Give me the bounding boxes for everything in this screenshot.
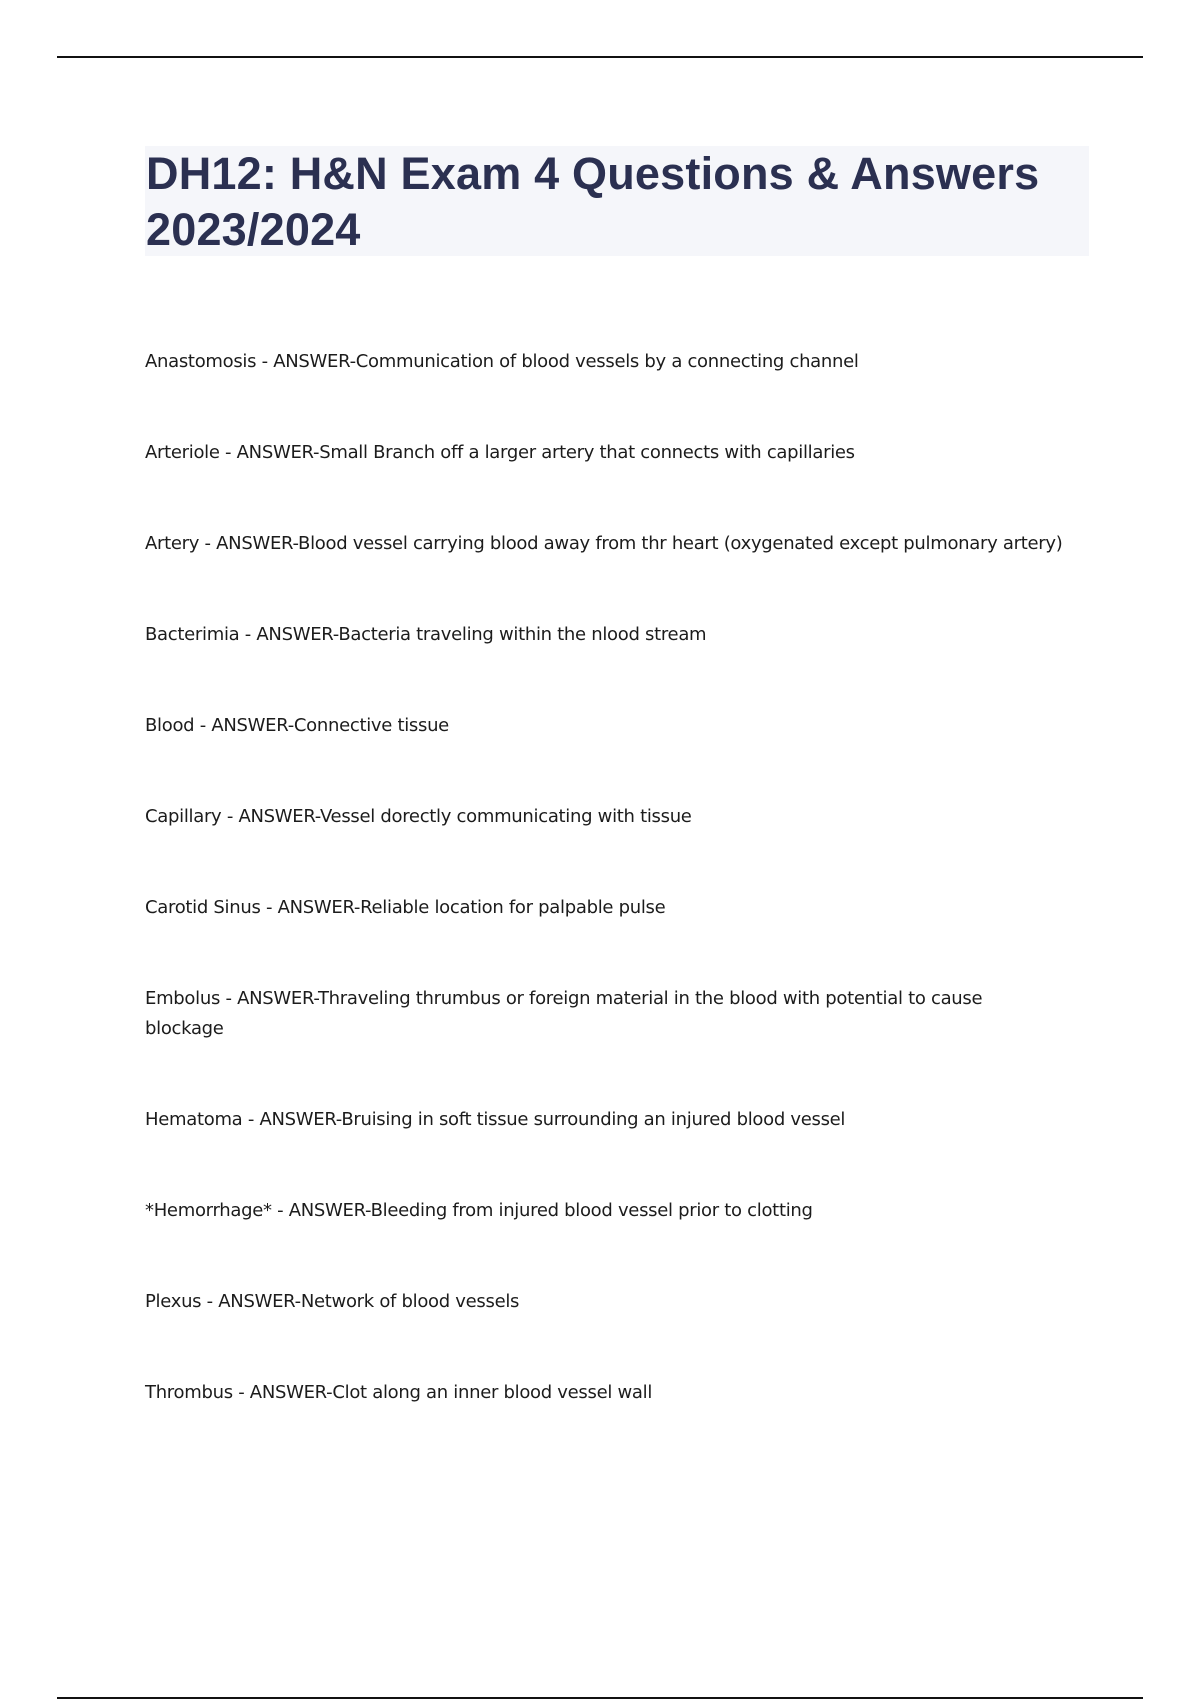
qa-entry: Blood - ANSWER-Connective tissue xyxy=(145,715,449,736)
title-block xyxy=(145,146,1089,256)
qa-entry: Plexus - ANSWER-Network of blood vessels xyxy=(145,1291,520,1312)
qa-entry: Carotid Sinus - ANSWER-Reliable location for palpable pulse xyxy=(145,897,666,918)
qa-entry: Capillary - ANSWER-Vessel dorectly communicating with tissue xyxy=(145,806,692,827)
qa-entry: Anastomosis - ANSWER-Communication of blood vessels by a connecting channel xyxy=(145,351,859,372)
document-title: DH12: H&N Exam 4 Questions & Answers 2023/2024 xyxy=(146,148,1040,255)
footer-rule xyxy=(57,1697,1143,1699)
qa-entry: Thrombus - ANSWER-Clot along an inner blood vessel wall xyxy=(145,1382,653,1403)
qa-entry: *Hemorrhage* - ANSWER-Bleeding from injured blood vessel prior to clotting xyxy=(145,1200,813,1221)
qa-entry: Arteriole - ANSWER-Small Branch off a larger artery that connects with capillaries xyxy=(145,442,855,463)
qa-entry: Bacterimia - ANSWER-Bacteria traveling within the nlood stream xyxy=(145,624,707,645)
qa-entry: Embolus - ANSWER-Thraveling thrumbus or foreign material in the blood with potential to cause blockage xyxy=(145,988,983,1039)
header-rule xyxy=(57,56,1143,58)
qa-entry: Hematoma - ANSWER-Bruising in soft tissue surrounding an injured blood vessel xyxy=(145,1109,846,1130)
qa-entry: Artery - ANSWER-Blood vessel carrying blood away from thr heart (oxygenated except pulmonary artery) xyxy=(145,533,1063,554)
qa-list xyxy=(145,347,1095,1469)
